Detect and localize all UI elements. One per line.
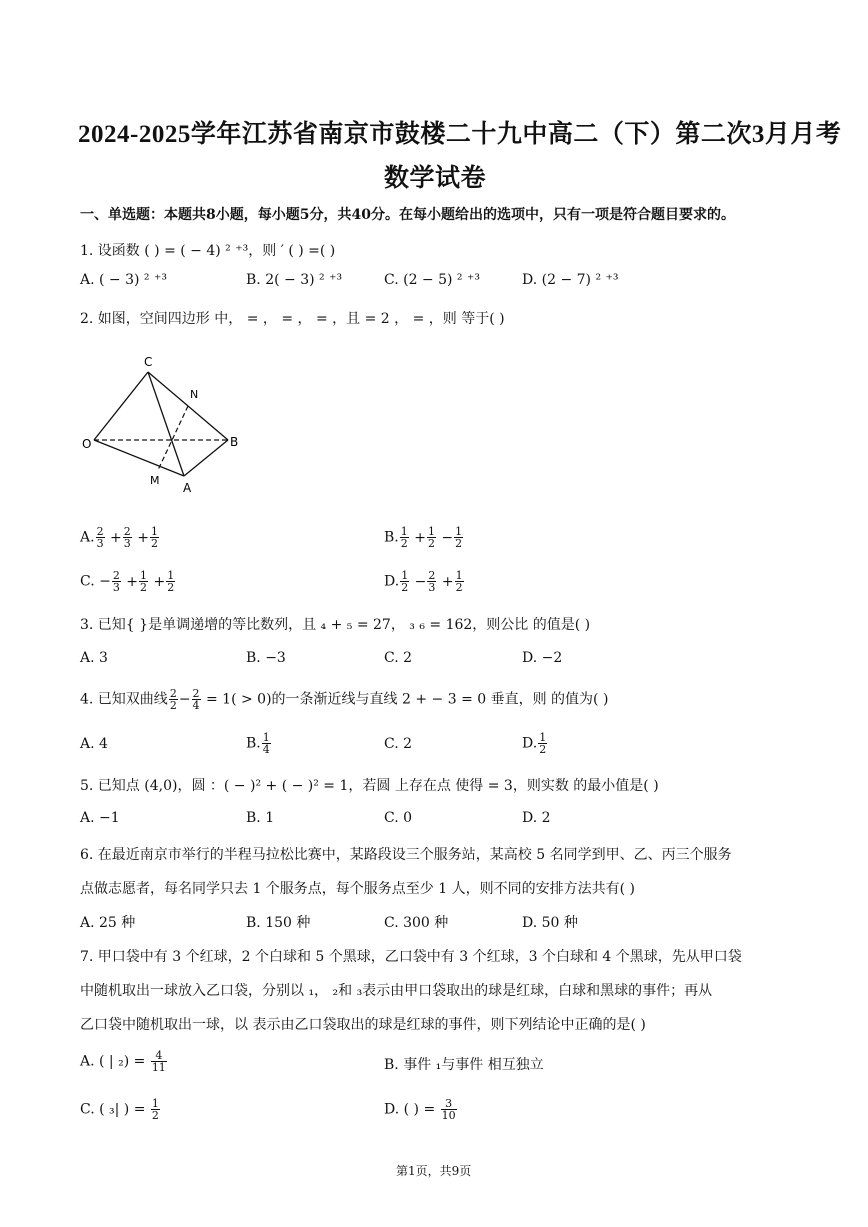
question-2-option-b bbox=[384, 526, 464, 549]
fraction: $\frac{1}{2}$ bbox=[427, 525, 435, 550]
option-d-expression bbox=[399, 569, 464, 594]
operator: + bbox=[105, 529, 122, 546]
operator: + bbox=[437, 573, 454, 590]
option-c-expression bbox=[111, 569, 176, 594]
question-7-option-d: D. ( ) = $\frac{3}{10}$ bbox=[384, 1097, 456, 1122]
question-7-line-3: 乙口袋中随机取出一球，以 表示由乙口袋取出的球是红球的事件，则下列结论中正确的是( ) bbox=[80, 1017, 646, 1033]
option-a-prefix: A. ( | ₂) = bbox=[80, 1053, 146, 1070]
fraction: $\frac{2}{3}$ bbox=[428, 569, 436, 594]
hyperbola-term-1: $\frac{2}{2}$ bbox=[169, 687, 177, 712]
question-2-option-a bbox=[80, 526, 160, 549]
page-footer: 第1页，共9页 bbox=[396, 1164, 472, 1178]
operator: + bbox=[409, 529, 426, 546]
tetrahedron-figure bbox=[80, 350, 250, 500]
question-3-stem: 3. 已知{ }是单调递增的等比数列，且 ₄ + ₅ = 27， ₃ ₆ = 162，则公比 的值是( ) bbox=[80, 617, 591, 633]
label-a: A bbox=[183, 481, 192, 495]
question-2-stem: 2. 如图，空间四边形 中， = ， = ， = ，且 = 2 ， = ，则 等于( ) bbox=[80, 311, 505, 327]
question-7-line-1: 7. 甲口袋中有 3 个红球，2 个白球和 5 个黑球，乙口袋中有 3 个红球，3 个白球和 4 个黑球，先从甲口袋 bbox=[80, 949, 742, 965]
fraction: $\frac{1}{2}$ bbox=[150, 525, 158, 550]
fraction: $\frac{2}{3}$ bbox=[112, 569, 120, 594]
option-c-prefix: C. − bbox=[80, 573, 111, 590]
question-2-option-d bbox=[384, 570, 465, 593]
option-d-prefix: D. bbox=[522, 735, 538, 752]
option-d-prefix: D. bbox=[384, 573, 400, 590]
question-7-line-2: 中随机取出一球放入乙口袋，分别以 ₁， ₂和 ₃表示由甲口袋取出的球是红球，白球和黑球的事件；再从 bbox=[80, 983, 713, 999]
question-7-option-a: A. ( | ₂) = $\frac{4}{11}$ bbox=[80, 1049, 166, 1074]
label-c: C bbox=[144, 355, 153, 369]
figure-edges bbox=[94, 372, 228, 476]
fraction: $\frac{1}{2}$ bbox=[400, 525, 408, 550]
question-3-option-a: A. 3 bbox=[80, 650, 108, 666]
question-3-option-d: D. −2 bbox=[522, 650, 563, 666]
question-1-option-c: C. (2 − 5) ² ⁺³ bbox=[384, 272, 480, 288]
option-b-prefix: B. bbox=[384, 529, 399, 546]
question-3-option-b: B. −3 bbox=[246, 650, 286, 666]
question-5-option-b: B. 1 bbox=[246, 810, 275, 826]
section-header: 一、单选题：本题共8小题，每小题5分，共40分。在每小题给出的选项中，只有一项是符合题目要求的。 bbox=[80, 207, 735, 223]
question-7-option-b: B. 事件 ₁与事件 相互独立 bbox=[384, 1057, 544, 1073]
question-4-option-c: C. 2 bbox=[384, 736, 413, 752]
option-a-expression bbox=[95, 525, 160, 550]
question-3-option-c: C. 2 bbox=[384, 650, 413, 666]
question-5-stem: 5. 已知点 (4,0)，圆 ：( − )² + ( − )² = 1，若圆 上存在点 使得 = 3，则实数 的最小值是( ) bbox=[80, 778, 659, 794]
operator: + bbox=[121, 573, 139, 590]
fraction: $\frac{2}{3}$ bbox=[123, 525, 131, 550]
question-4-option-d: D. $\frac{1}{2}$ bbox=[522, 731, 547, 756]
label-m: M bbox=[150, 474, 160, 487]
fraction: $\frac{1}{2}$ bbox=[167, 569, 175, 594]
operator: − bbox=[436, 529, 454, 546]
question-6-line-1: 6. 在最近南京市举行的半程马拉松比赛中，某路段设三个服务站，某高校 5 名同学到甲、乙、丙三个服务 bbox=[80, 847, 732, 863]
label-b: B bbox=[230, 435, 239, 449]
label-n: N bbox=[190, 388, 199, 401]
question-6-option-b: B. 150 种 bbox=[246, 915, 311, 931]
question-4-stem-prefix: 4. 已知双曲线 bbox=[80, 691, 168, 708]
operator: + bbox=[132, 529, 149, 546]
question-5-option-a: A. −1 bbox=[80, 810, 120, 826]
option-c-prefix: C. ( ₃| ) = bbox=[80, 1101, 146, 1118]
fraction: $\frac{2}{3}$ bbox=[96, 525, 104, 550]
question-5-option-d: D. 2 bbox=[522, 810, 551, 826]
question-6-line-2: 点做志愿者，每名同学只去 1 个服务点，每个服务点至少 1 人，则不同的安排方法共有( ) bbox=[80, 881, 635, 897]
operator: + bbox=[149, 573, 166, 590]
question-7-option-c: C. ( ₃| ) = $\frac{1}{2}$ bbox=[80, 1097, 159, 1122]
option-b-expression bbox=[399, 525, 464, 550]
question-6-option-c: C. 300 种 bbox=[384, 915, 449, 931]
label-o: O bbox=[82, 437, 92, 451]
fraction: $\frac{1}{2}$ bbox=[140, 569, 148, 594]
question-4-option-b: B. $\frac{1}{4}$ bbox=[246, 731, 270, 756]
document-title-line2: 数学试卷 bbox=[384, 165, 487, 192]
fraction: $\frac{1}{2}$ bbox=[401, 569, 409, 594]
question-1-option-b: B. 2( − 3) ² ⁺³ bbox=[246, 272, 343, 288]
operator: − bbox=[410, 573, 427, 590]
question-4-stem: 4. 已知双曲线 $\frac{2}{2}$ − $\frac{2}{4}$ = 1( > 0)的一条渐近线与直线 2 + − 3 = 0 垂直，则 的值为( ) bbox=[80, 687, 609, 712]
question-1-stem: 1. 设函数 ( ) = ( − 4) ² ⁺³，则 ′ ( ) =( ) bbox=[80, 243, 336, 259]
question-4-option-a: A. 4 bbox=[80, 736, 108, 752]
hyperbola-term-2: $\frac{2}{4}$ bbox=[192, 687, 200, 712]
question-6-option-a: A. 25 种 bbox=[80, 915, 136, 931]
question-1-option-a: A. ( − 3) ² ⁺³ bbox=[80, 272, 167, 288]
option-a-prefix: A. bbox=[80, 529, 95, 546]
option-b-prefix: B. bbox=[246, 735, 261, 752]
question-1-option-d: D. (2 − 7) ² ⁺³ bbox=[522, 272, 619, 288]
document-title-line1: 2024-2025学年江苏省南京市鼓楼二十九中高二（下）第二次3月月考 bbox=[78, 121, 842, 148]
fraction: $\frac{1}{2}$ bbox=[455, 569, 463, 594]
question-2-option-c bbox=[80, 570, 176, 593]
option-d-prefix: D. ( ) = bbox=[384, 1101, 436, 1118]
question-4-stem-suffix: = 1( > 0)的一条渐近线与直线 2 + − 3 = 0 垂直，则 的值为( ) bbox=[201, 691, 609, 708]
question-5-option-c: C. 0 bbox=[384, 810, 413, 826]
question-6-option-d: D. 50 种 bbox=[522, 915, 578, 931]
fraction: $\frac{1}{2}$ bbox=[455, 525, 463, 550]
